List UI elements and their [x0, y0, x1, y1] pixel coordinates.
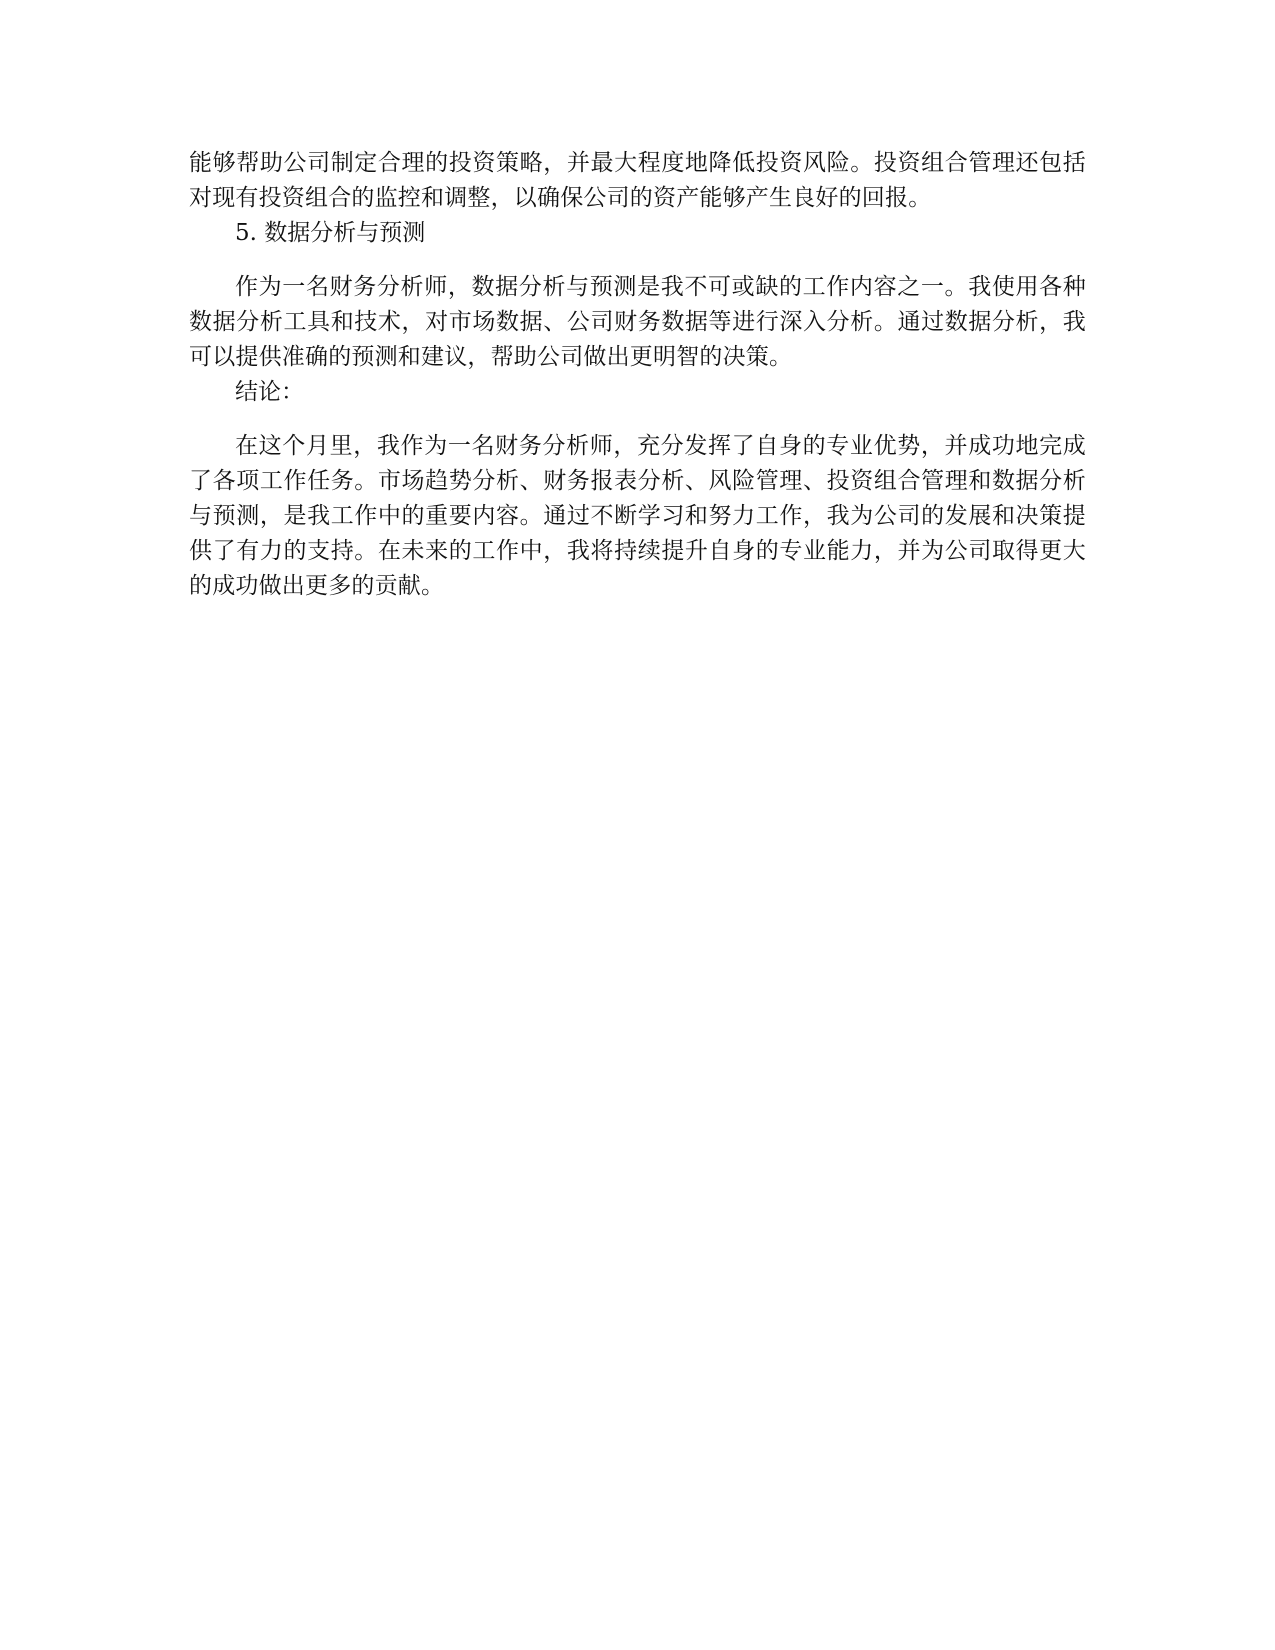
- paragraph-conclusion: 在这个月里，我作为一名财务分析师，充分发挥了自身的专业优势，并成功地完成了各项工作任务。市场趋势分析、财务报表分析、风险管理、投资组合管理和数据分析与预测，是我工作中的重要内容。通过不断学习和努力工作，我为公司的发展和决策提供了有力的支持。在未来的工作中，我将持续提升自身的专业能力，并为公司取得更大的成功做出更多的贡献。: [189, 433, 1086, 599]
- paragraph-investment-portfolio-continuation: 能够帮助公司制定合理的投资策略，并最大程度地降低投资风险。投资组合管理还包括对现有投资组合的监控和调整，以确保公司的资产能够产生良好的回报。: [189, 150, 1086, 211]
- section-heading-conclusion: 结论：: [235, 379, 304, 405]
- section-heading-data-analysis: 5. 数据分析与预测: [235, 220, 426, 246]
- document-body: [189, 146, 1086, 604]
- paragraph-data-analysis: 作为一名财务分析师，数据分析与预测是我不可或缺的工作内容之一。我使用各种数据分析工具和技术，对市场数据、公司财务数据等进行深入分析。通过数据分析，我可以提供准确的预测和建议，帮助公司做出更明智的决策。: [189, 274, 1086, 370]
